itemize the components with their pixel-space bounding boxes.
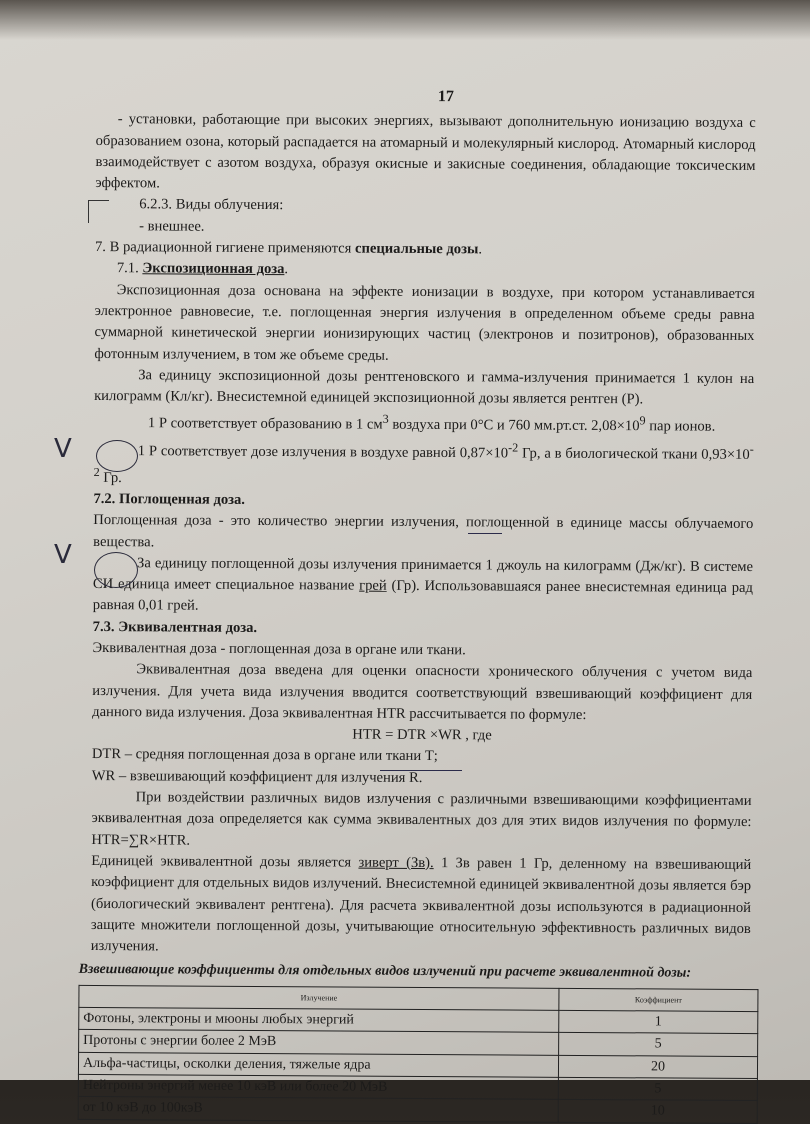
gray-unit-b: (Гр). Использовавшаяся ранее внесистемная единица рад равная 0,01 грей. [92, 577, 753, 615]
gray-term: грей [359, 577, 387, 594]
paragraph-roentgen-ions [94, 407, 754, 438]
cell-coefficient: 20 [558, 1055, 757, 1079]
pen-underline-sievert [380, 770, 462, 771]
roentgen-ions-sup2: 9 [639, 413, 646, 428]
paragraph-equivalent-dose: Эквивалентная доза - поглощенная доза в органе или ткани. [92, 639, 466, 659]
roentgen-tissue-sup2: -2 [93, 441, 754, 479]
cell-radiation: Протоны с энергии более 2 МэВ [79, 1030, 559, 1055]
sievert-a: Единицей эквивалентной дозы является [91, 852, 359, 871]
sievert-term: зиверт (Зв). [358, 854, 434, 872]
cell-coefficient: 1 [559, 1010, 758, 1034]
heading-7-1-end: . [284, 261, 289, 278]
page-edge-shadow [0, 0, 810, 40]
paragraph-equivalent-intro: Эквивалентная доза введена для оценки опасности хронического облучения с учетом вида излучения. Для учета вида излучения вводится соответствующий взвешивающий коэффициент для данного вида излучения. Доза эквивалентная HTR рассчитывается по формуле: [92, 661, 753, 723]
special-doses-term: специальные дозы [354, 240, 479, 258]
roentgen-tissue-a: 1 Р соответствует дозе излучения в воздухе равной 0,87×10 [137, 442, 509, 461]
heading-7-2: 7.2. Поглощенная доза. [93, 490, 246, 508]
roentgen-ions-c: пар ионов. [645, 418, 716, 436]
cell-radiation: Альфа-частицы, осколки деления, тяжелые ядра [78, 1052, 558, 1077]
roentgen-ions-a: 1 Р соответствует образованию в 1 см [147, 415, 383, 434]
pen-circle-7-3 [94, 552, 138, 588]
pen-circle-7-2 [96, 440, 138, 472]
checkmark-7-2: V [54, 434, 72, 464]
gray-unit-a: За единицу поглощенной дозы излучения принимается 1 джоуль на килограмм (Дж/кг). В системе СИ единица имеет специальное название [92, 555, 754, 594]
paragraph-absorbed-dose: Поглощенная доза - это количество энергии излучения, поглощенной в единице массы облучаемого вещества. [93, 512, 754, 550]
roentgen-ions-b: воздуха при 0°С и 760 мм.рт.ст. 2,08×10 [388, 417, 640, 435]
roentgen-tissue-sup1: -2 [508, 440, 519, 455]
cell-radiation: от 10 кэВ до 100кэВ [78, 1097, 558, 1122]
checkmark-7-3: V [54, 540, 72, 570]
roentgen-tissue-c: Гр. [99, 469, 122, 486]
cell-coefficient: 5 [558, 1077, 757, 1101]
weighting-coefficients-table [78, 985, 759, 1124]
cell-radiation: Нейтроны энергий менее 10 кэВ или более 20 МэВ [78, 1074, 558, 1099]
paragraph-sievert [91, 851, 752, 962]
pen-bracket-mark [88, 200, 109, 223]
cell-coefficient: 5 [559, 1033, 758, 1057]
sievert-b: 1 Зв равен 1 Гр, деленному на взвешивающий коэффициент для отдельных видов излучений. Внесистемной единицей эквивалентной дозы является бэр (биологический эквивалент рентгена). Для расчета эквивалентной дозы используются в радиационной защите множители поглощенной дозы, учитывающие относительную эффективность различных видов излучения. [90, 855, 752, 955]
pen-underline-grey [468, 533, 502, 534]
section-7-text: 7. В радиационной гигиене применяются [94, 239, 356, 257]
paragraph-gray-unit [93, 553, 753, 621]
paragraph-roentgen-tissue [94, 435, 754, 493]
table-caption: Взвешивающие коэффициенты для отдельных видов излучений при расчете эквивалентной дозы: [78, 962, 692, 982]
formula-htr: HTR = DTR ×WR , где [352, 726, 492, 744]
heading-7-3: 7.3. Эквивалентная доза. [92, 618, 258, 636]
page-number: 17 [437, 88, 454, 106]
paragraph-exposure-unit: За единицу экспозиционной дозы рентгеновского и гамма-излучения принимается 1 кулон на килограмм (Кл/кг). Внесистемной единицей экспозиционной дозы является рентген (Р). [94, 367, 755, 408]
header-radiation: Излучение [79, 985, 559, 1010]
table-row [78, 1097, 757, 1123]
definition-dtr: DTR – средняя поглощенная доза в органе или ткани Т; [91, 746, 438, 765]
paragraph-exposure-dose: Экспозиционная доза основана на эффекте ионизации в воздухе, при котором устанавливается электронное равновесие, т.е. поглощенная энергия излучения в определенном объеме среды равна суммарной кинетической энергии ионизирующих частиц (электронов и позитронов), образованных фотонным излучением, в том же объеме среды. [94, 281, 755, 364]
paragraph-ozone: - установки, работающие при высоких энергиях, вызывают дополнительную ионизацию воздуха с образованием озона, который распадается на атомарный и молекулярный кислород. Атомарный кислород взаимодействует с азотом воздуха, образуя окисные и закисные соединения, обладающие токсическим эффектом. [95, 111, 756, 192]
section-7-end: . [478, 241, 483, 258]
list-item-external: - внешнее. [139, 218, 205, 235]
header-coefficient: Коэффициент [559, 988, 758, 1012]
cell-coefficient: 10 [558, 1100, 757, 1124]
section-6-2-3: 6.2.3. Виды облучения: [139, 196, 284, 214]
roentgen-ions-sup1: 3 [382, 412, 389, 427]
definition-wr: WR – взвешивающий коэффициент для излучения R. [91, 767, 423, 786]
heading-7-1-title: Экспозиционная доза [142, 260, 285, 278]
cell-radiation: Фотоны, электроны и мюоны любых энергий [79, 1007, 559, 1032]
heading-7-1-number: 7.1. [116, 260, 143, 277]
paragraph-sum-formula: При воздействии различных видов излучения с различными взвешивающими коэффициентами эквивалентная доза определяется как сумма эквивалентных доз для этих видов излучения по формуле: HTR=∑R×HTR. [91, 789, 752, 849]
page-content [78, 84, 756, 1124]
roentgen-tissue-b: Гр, а в биологической ткани 0,93×10 [518, 445, 750, 463]
